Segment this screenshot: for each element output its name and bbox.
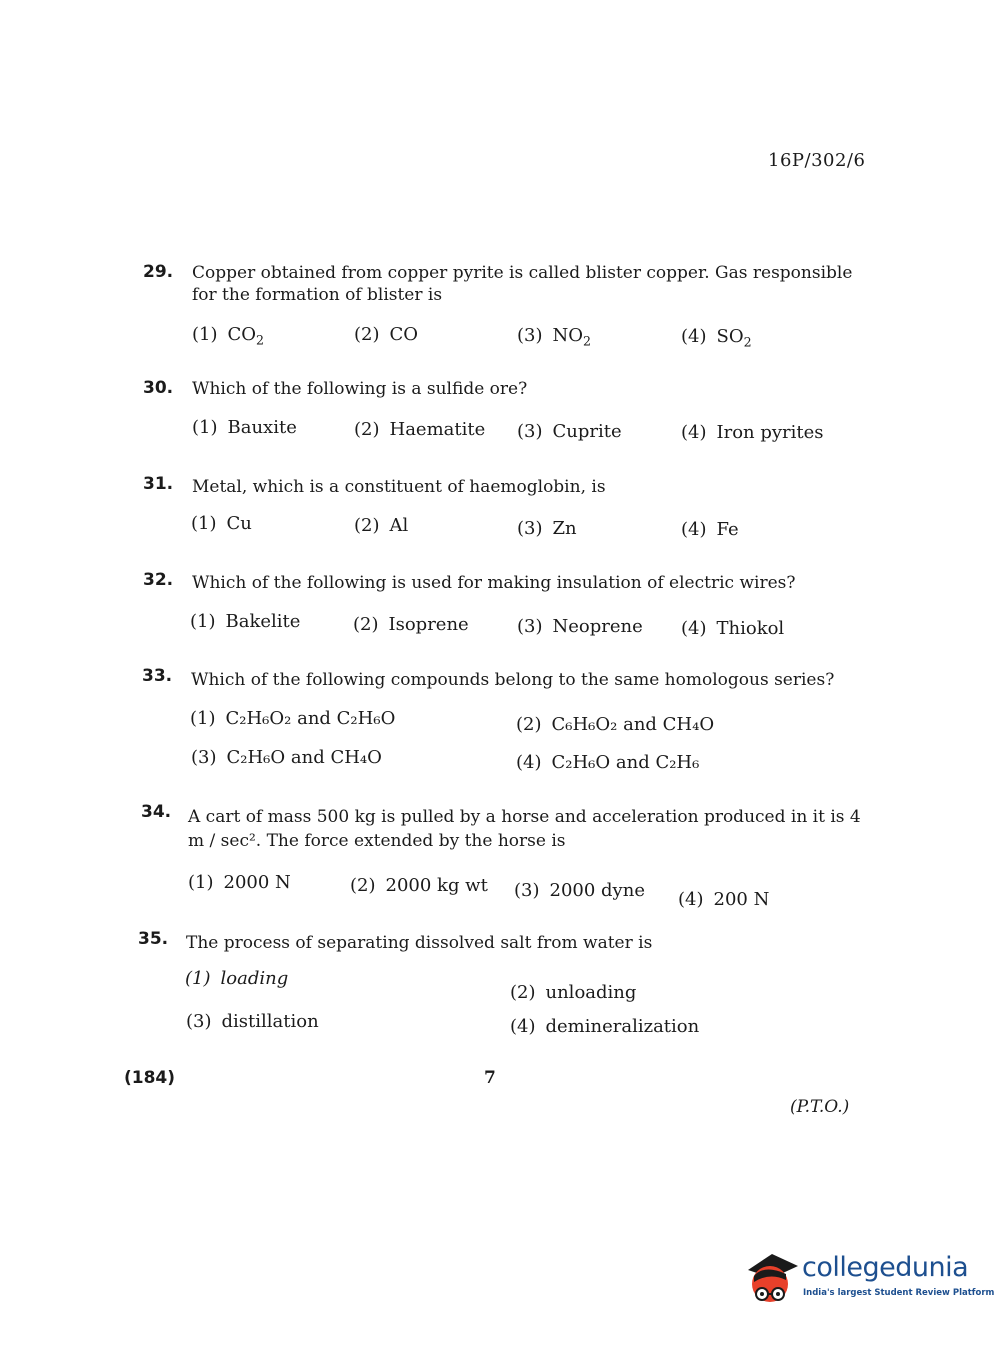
question-text: Which of the following is a sulfide ore? <box>192 379 528 399</box>
option-2: (2) Al <box>354 515 409 536</box>
option-2: (2) unloading <box>510 982 637 1003</box>
mascot-icon <box>742 1250 800 1316</box>
question-number: 32. <box>143 570 174 590</box>
option-2: (2) 2000 kg wt <box>350 875 488 896</box>
question-text: Copper obtained from copper pyrite is called blister copper. Gas responsible for the formation of blister is <box>192 263 853 305</box>
question-text: Which of the following compounds belong to the same homologous series? <box>191 670 835 690</box>
question-number: 35. <box>138 929 169 949</box>
option-4: (4) Iron pyrites <box>681 422 824 443</box>
option-2: (2) CO <box>354 324 419 345</box>
option-3: (3) Zn <box>517 518 577 539</box>
option-1: (1) loading <box>185 968 289 989</box>
option-4: (4) 200 N <box>678 889 770 910</box>
paper-code: 16P/302/6 <box>768 150 866 171</box>
option-4: (4) Thiokol <box>681 618 785 639</box>
question-number: 30. <box>143 378 174 398</box>
option-3: (3) C₂H₆O and CH₄O <box>191 747 382 768</box>
option-3: (3) distillation <box>186 1011 319 1032</box>
collegedunia-logo <box>742 1250 995 1312</box>
option-2: (2) C₆H₆O₂ and CH₄O <box>516 714 715 735</box>
option-3: (3) Neoprene <box>517 616 643 637</box>
question-text: A cart of mass 500 kg is pulled by a horse and acceleration produced in it is 4 m / sec². The force extended by the horse is <box>188 807 861 851</box>
option-2: (2) Isoprene <box>353 614 469 635</box>
question-number: 34. <box>141 802 172 822</box>
option-1: (1) Bakelite <box>190 611 301 632</box>
option-1: (1) $CO_2$ <box>192 324 265 348</box>
option-3: (3) Cuprite <box>517 421 622 442</box>
pto-note: (P.T.O.) <box>790 1097 850 1117</box>
option-4: (4) $SO_2$ <box>681 326 752 350</box>
logo-tagline: India's largest Student Review Platform <box>803 1288 995 1298</box>
option-1: (1) 2000 N <box>188 872 291 893</box>
option-3: (3) 2000 dyne <box>514 880 645 901</box>
option-2: (2) Haematite <box>354 419 486 440</box>
question-text: Which of the following is used for making insulation of electric wires? <box>192 573 796 593</box>
question-number: 33. <box>142 666 173 686</box>
option-1: (1) Bauxite <box>192 417 297 438</box>
logo-name: collegedunia <box>802 1252 969 1283</box>
option-4: (4) C₂H₆O and C₂H₆ <box>516 752 700 773</box>
question-text: Metal, which is a constituent of haemoglobin, is <box>192 477 606 497</box>
option-1: (1) C₂H₆O₂ and C₂H₆O <box>190 708 396 729</box>
page-number: 7 <box>484 1068 496 1088</box>
question-number: 31. <box>143 474 174 494</box>
option-1: (1) Cu <box>191 513 252 534</box>
question-text: The process of separating dissolved salt from water is <box>186 933 653 953</box>
question-number: 29. <box>143 262 174 282</box>
option-3: (3) $NO_2$ <box>517 325 592 349</box>
option-4: (4) demineralization <box>510 1016 700 1037</box>
footer-code: (184) <box>124 1068 176 1088</box>
option-4: (4) Fe <box>681 519 739 540</box>
